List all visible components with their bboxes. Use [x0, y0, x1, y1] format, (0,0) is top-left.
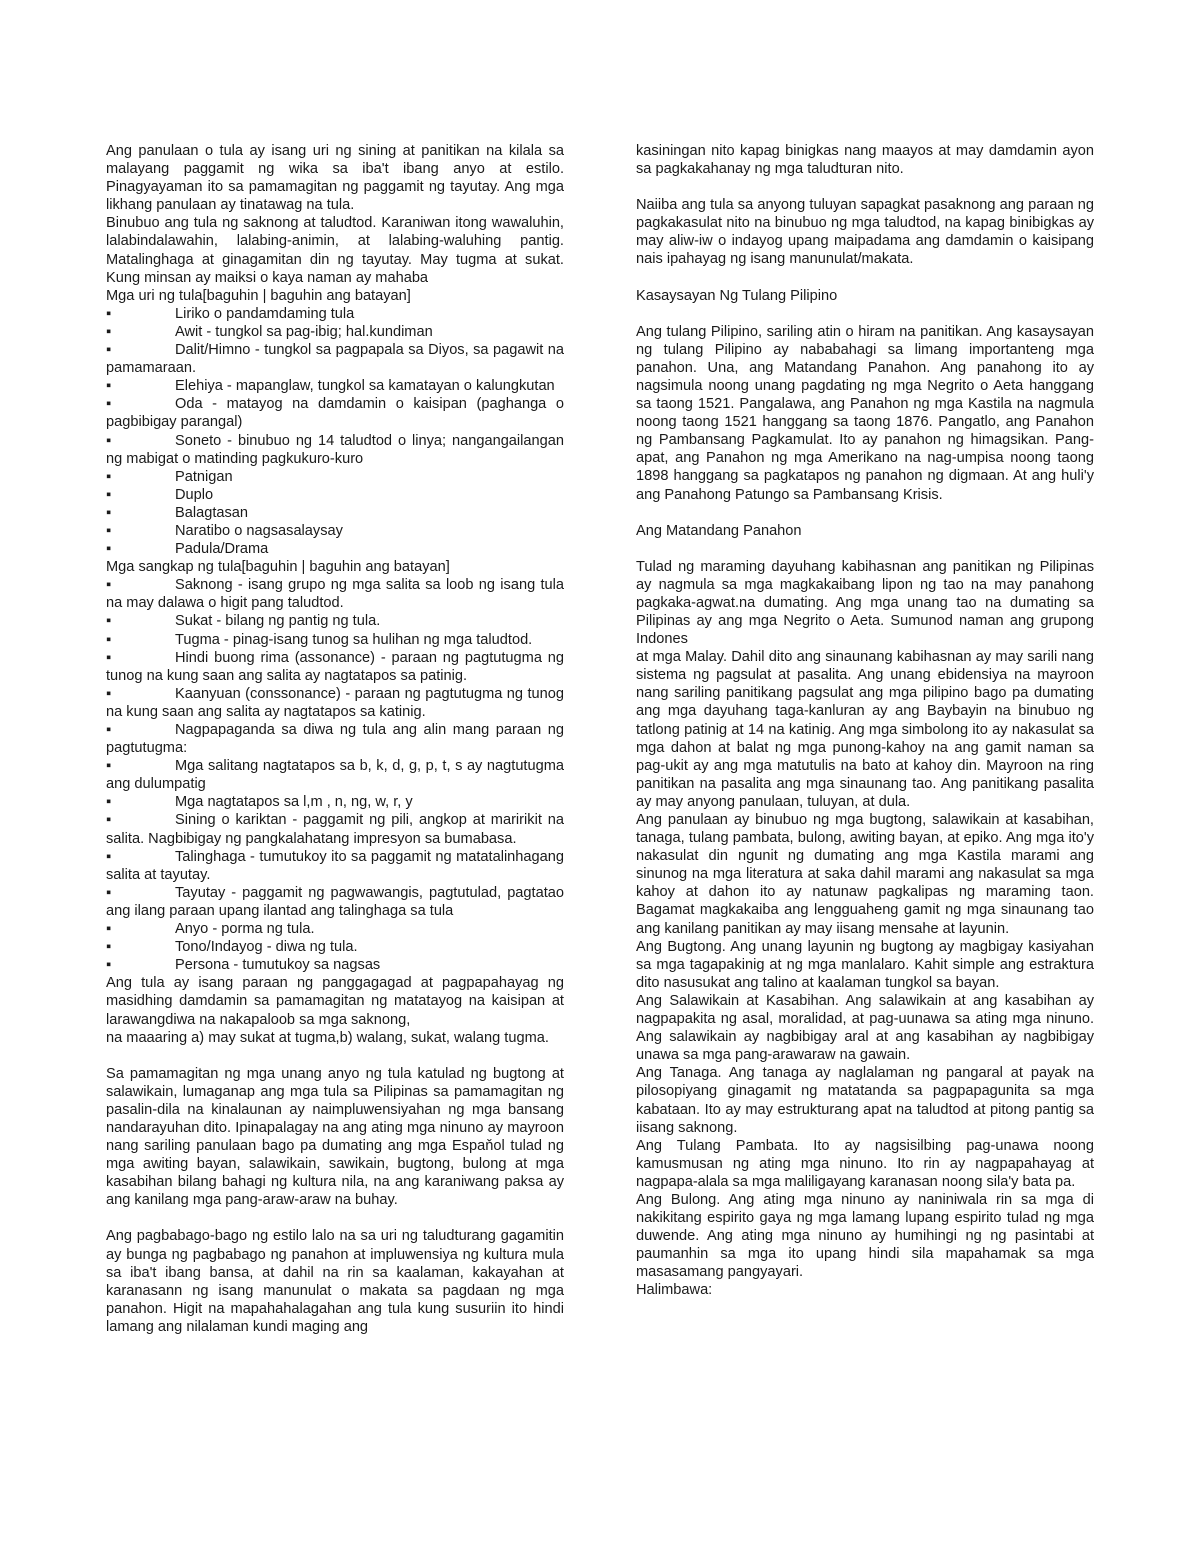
spacer — [636, 540, 1094, 558]
bullet-icon: ▪ — [106, 794, 112, 811]
spacer — [636, 178, 1094, 196]
bullet-icon: ▪ — [106, 468, 112, 485]
list-item: ▪ Tugma - pinag-isang tunog sa hulihan ng mga taludtod. — [106, 631, 533, 648]
naiiba-paragraph: Naiiba ang tula sa anyong tuluyan sapagkat pasaknong ang paraan ng pagkakasulat nito na binubuo ng mga taludtod, na kapag binibigkas ay may aliw-iw o indayog upang maipadama ang damdamin o kaisipang nais ipahayag ng isang manunulat/makata. — [636, 197, 1094, 268]
kasaysayan-heading: Kasaysayan Ng Tulang Pilipino — [636, 287, 838, 304]
sangkap-heading: Mga sangkap ng tula[baguhin | baguhin ang batayan] — [106, 559, 450, 576]
matanda-heading: Ang Matandang Panahon — [636, 522, 802, 539]
list-item: ▪ Saknong - isang grupo ng mga salita sa loob ng isang tula na may dalawa o higit pang taludtod. — [106, 577, 564, 612]
uri-heading: Mga uri ng tula[baguhin | baguhin ang batayan] — [106, 287, 411, 304]
tulang-pambata-paragraph: Ang Tulang Pambata. Ito ay nagsisilbing pag-unawa noong kamusmusan ng ating mga ninuno. Ito rin ay nagpapahayag at nagpapa-alala sa mga maliligayang karanasan noong sila'y bata pa. — [636, 1137, 1094, 1190]
bulong-paragraph: Ang Bulong. Ang ating mga ninuno ay naniniwala rin sa mga di nakikitang espirito gaya ng mga lamang lupang espirito tulad ng mga duwende. Ang ating mga ninuno ay humihingi ng ng pasintabi at paumanhin sa mga ito upang hindi sila mapahamak sa mga masasamang pangyayari. — [636, 1191, 1094, 1281]
bullet-icon: ▪ — [106, 957, 112, 974]
list-item: ▪ Mga salitang nagtatapos sa b, k, d, g, p, t, s ay nagtutugma ang dulumpatig — [106, 758, 564, 793]
list-item: ▪ Dalit/Himno - tungkol sa pagpapala sa Diyos, sa pagawit na pamamaraan. — [106, 342, 564, 377]
bullet-icon: ▪ — [106, 758, 112, 775]
bullet-icon: ▪ — [106, 921, 112, 938]
bugtong-paragraph: Ang Bugtong. Ang unang layunin ng bugtong ay magbigay kasiyahan sa mga tagapakinig at ng mga manlalaro. Kahit simple ang estraktura dito nasusukat ang talino at kaalaman tungkol sa bayan. — [636, 938, 1094, 991]
bullet-icon: ▪ — [106, 504, 112, 521]
list-item: ▪ Anyo - porma ng tula. — [106, 921, 315, 938]
list-item: ▪ Sukat - bilang ng pantig ng tula. — [106, 613, 381, 630]
estilo-paragraph: Ang pagbabago-bago ng estilo lalo na sa uri ng taludturang gagamitin ay bunga ng pagbabago ng panahon at impluwensiya ng kultura mula sa iba't ibang bansa, at dahil na rin sa kaalaman, kakayahan at karanasann ng isang manunulat o makata sa pagdaan ng mga panahon. Higit na mapahahalagahan ang tula kung susuriin ito hindi lamang ang nilalaman kundi maging ang — [106, 1228, 564, 1335]
uri-list — [106, 305, 564, 558]
list-item: ▪ Naratibo o nagsasalaysay — [106, 522, 343, 539]
list-item: ▪ Balagtasan — [106, 504, 249, 521]
bullet-icon: ▪ — [106, 577, 112, 594]
bugtong-history-paragraph: Sa pamamagitan ng mga unang anyo ng tula katulad ng bugtong at salawikain, lumaganap ang mga tula sa Pilipinas sa pamamagitan ng pasalin-dila na kinalaunan ay naimpluwensiyahan ng mga bansang nandarayuhan dito. Ipinapalagay na ang ating mga ninuno ay mayroon nang sariling panulaan bago pa dumating ang mga Espaňol tulad ng mga awiting bayan, salawikain, sawikain, bugtong, bulong at mga kasabihan bilang bahagi ng kultura nila, na ang karaniwang paksa ay ang kanilang mga pang-araw-araw na buhay. — [106, 1065, 564, 1209]
bullet-icon: ▪ — [106, 884, 112, 901]
bullet-icon: ▪ — [106, 486, 112, 503]
list-item: ▪ Sining o kariktan - paggamit ng pili, angkop at maririkit na salita. Nagbibigay ng pangkalahatang impresyon sa bumabasa. — [106, 812, 564, 847]
halimbawa-label: Halimbawa: — [636, 1282, 713, 1299]
list-item: ▪ Duplo — [106, 486, 214, 503]
list-item: ▪ Tayutay - paggamit ng pagwawangis, pagtutulad, pagtatao ang ilang paraan upang ilantad ang talinghaga sa tula — [106, 884, 564, 919]
malay-paragraph: at mga Malay. Dahil dito ang sinaunang kabihasnan ay may sarili nang sistema ng pagsulat at pasalita. Ang unang ebidensiya na mayroon nang sariling panitikang pagsulat ang mga pilipino bago pa dumating ang mga dayuhang taga-kanluran ay ang Baybayin na binubuo ng tatlong patinig at 14 na katinig. Ang mga simbolong ito ay nakasulat sa mga dahon at balat ng mga punong-kahoy na ang gamit naman sa pag-ukit ay ang mga matutulis na bato at kahoy din. Mayroon na ring panitikan na pasalita ang mga sinaunang tao. Ang panitikang pasalita ay may anyong panulaan, tuluyan, at dula. — [636, 649, 1094, 810]
spacer — [636, 305, 1094, 323]
bullet-icon: ▪ — [106, 342, 112, 359]
list-item: ▪ Elehiya - mapanglaw, tungkol sa kamatayan o kalungkutan — [106, 378, 555, 395]
bullet-icon: ▪ — [106, 685, 112, 702]
kasaysayan-paragraph: Ang tulang Pilipino, sariling atin o hiram na panitikan. Ang kasaysayan ng tulang Pilipino ay nababahagi sa limang importanteng mga panahon. Una, ang Matandang Panahon. Ang panahong ito ay nagsimula noong unang pagdating ng mga Negrito o Aeta hanggang sa taong 1521. Pangalawa, ang Panahon ng mga Kastila na nagmula noong taong 1521 hanggang sa taong 1876. Pangatlo, ang Panahon ng Pambansang Pagkamulat. Ito ay panahon ng himagsikan. Pang-apat, ang Panahon ng mga Amerikano na nag-umpisa noong taong 1898 hanggang sa pagkatapos ng panahon ng digmaan. At ang huli'y ang Panahong Patungo sa Pambansang Krisis. — [636, 323, 1094, 503]
bullet-icon: ▪ — [106, 812, 112, 829]
list-item: ▪ Awit - tungkol sa pag-ibig; hal.kundiman — [106, 323, 433, 340]
list-item: ▪ Nagpapaganda sa diwa ng tula ang alin mang paraan ng pagtutugma: — [106, 722, 564, 757]
intro-paragraph: Ang panulaan o tula ay isang uri ng sining at panitikan na kilala sa malayang paggamit ng wika sa iba't ibang anyo at estilo. Pinagyayaman ito sa pamamagitan ng paggamit ng tayutay. Ang mga likhang panulaan ay tinatawag na tula. — [106, 143, 564, 214]
spacer — [106, 1047, 564, 1065]
bullet-icon: ▪ — [106, 613, 112, 630]
bullet-icon: ▪ — [106, 541, 112, 558]
matanda-paragraph: Tulad ng maraming dayuhang kabihasnan ang panitikan ng Pilipinas ay nagmula sa mga magkakaibang lipon ng tao na may panahong pagkaka-agwat.na dumating. Ang mga unang tao na dumating sa Pilipinas ay ang mga Negrito o Aeta. Sumunod naman ang grupong Indones — [636, 558, 1094, 648]
bullet-icon: ▪ — [106, 939, 112, 956]
continuation-paragraph: kasiningan nito kapag binigkas nang maayos at may damdamin ayon sa pagkakahanay ng mga taludturan nito. — [636, 143, 1094, 178]
list-item: ▪ Tono/Indayog - diwa ng tula. — [106, 939, 358, 956]
bullet-icon: ▪ — [106, 649, 112, 666]
bullet-icon: ▪ — [106, 522, 112, 539]
list-item: ▪ Kaanyuan (conssonance) - paraan ng pagtutugma ng tunog na kung saan ang salita ay nagtatapos sa katinig. — [106, 685, 564, 720]
list-item: ▪ Patnigan — [106, 468, 233, 485]
list-item: ▪ Soneto - binubuo ng 14 taludtod o linya; nangangailangan ng mabigat o matinding pagkukuro-kuro — [106, 432, 564, 467]
bullet-icon: ▪ — [106, 305, 112, 322]
right-column — [636, 142, 1094, 1300]
tula-types-paragraph: na maaaring a) may sukat at tugma,b) walang, sukat, walang tugma. — [106, 1029, 549, 1046]
spacer — [106, 1209, 564, 1227]
bullet-icon: ▪ — [106, 848, 112, 865]
saknong-paragraph: Binubuo ang tula ng saknong at taludtod. Karaniwan itong wawaluhin, lalabindalawahin, lalabing-animin, at lalabing-waluhing pantig. Matalinghaga at ginagamitan din ng tayutay. May tugma at sukat. Kung minsan ay maiksi o kaya naman ay mahaba — [106, 215, 564, 286]
bullet-icon: ▪ — [106, 323, 112, 340]
list-item: ▪ Liriko o pandamdaming tula — [106, 305, 355, 322]
panulaan-paragraph: Ang panulaan ay binubuo ng mga bugtong, salawikain at kasabihan, tanaga, tulang pambata, bulong, awiting bayan, at epiko. Ang mga ito'y nakasulat din ngunit ng dumating ang mga Kastila marami ang sinunog na mga literatura at saka dahil marami ang nakasulat sa mga kahoy at dahon ito ay natunaw pagkalipas ng maraming taon. Bagamat magkakaiba ang lengguaheng gamit ng mga sinaunang tao ang kanilang panitikan ay may iisang mensahe at layunin. — [636, 812, 1094, 937]
bullet-icon: ▪ — [106, 722, 112, 738]
salawikain-paragraph: Ang Salawikain at Kasabihan. Ang salawikain at ang kasabihan ay nagpapakita ng asal, moralidad, at pag-uunawa sa ating mga ninuno. Ang salawikain ay nagbibigay aral at ang kasabihan ay nagbibigay unawa sa mga pang-arawaraw na gawain. — [636, 992, 1094, 1064]
bullet-icon: ▪ — [106, 631, 112, 648]
spacer — [636, 504, 1094, 522]
list-item: ▪ Padula/Drama — [106, 541, 269, 558]
list-item: ▪ Persona - tumutukoy sa nagsas — [106, 957, 381, 974]
bullet-icon: ▪ — [106, 378, 112, 395]
left-column — [106, 142, 564, 1336]
bullet-icon: ▪ — [106, 396, 112, 413]
sangkap-list — [106, 576, 564, 974]
spacer — [636, 269, 1094, 287]
tanaga-paragraph: Ang Tanaga. Ang tanaga ay naglalaman ng pangaral at payak na pilosopiyang ginagamit ng matatanda sa pagpapagunita sa mga kabataan. Ito ay may estrukturang apat na taludtod at pitong pantig sa iisang saknong. — [636, 1065, 1094, 1136]
list-item: ▪ Talinghaga - tumutukoy ito sa paggamit ng matatalinhagang salita at tayutay. — [106, 848, 564, 883]
list-item: ▪ Oda - matayog na damdamin o kaisipan (paghanga o pagbibigay parangal) — [106, 396, 564, 431]
bullet-icon: ▪ — [106, 432, 112, 449]
list-item: ▪ Mga nagtatapos sa l,m , n, ng, w, r, y — [106, 794, 413, 811]
list-item: ▪ Hindi buong rima (assonance) - paraan ng pagtutugma ng tunog na kung saan ang salita ay nagtatapos sa patinig. — [106, 649, 564, 684]
tula-definition-paragraph: Ang tula ay isang paraan ng panggagagad at pagpapahayag ng masidhing damdamin sa pamamagitan ng matatayog na kaisipan at larawangdiwa na nakapaloob sa mga saknong, — [106, 975, 564, 1028]
